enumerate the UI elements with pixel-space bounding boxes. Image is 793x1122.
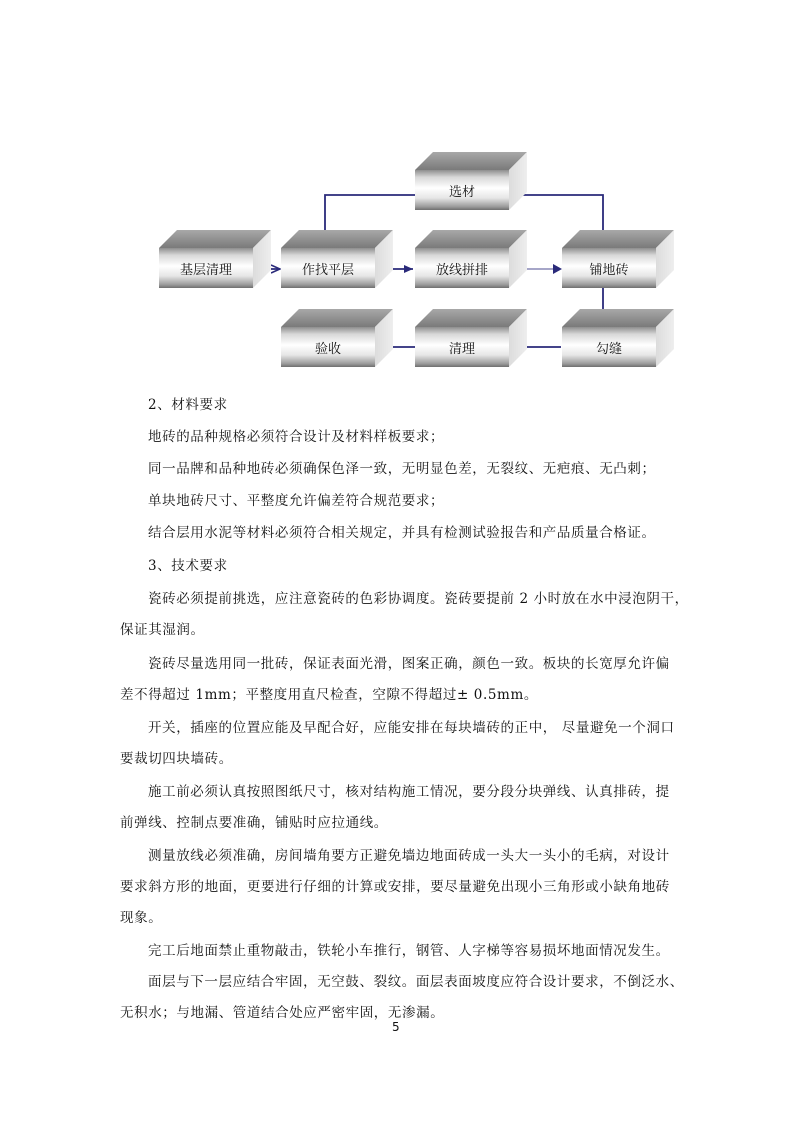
paragraph-line: 要求斜方形的地面，更要进行仔细的计算或安排，要尽量避免出现小三角形或小缺角地砖 bbox=[120, 879, 670, 895]
paragraph: 单块地砖尺寸、平整度允许偏差符合规范要求； bbox=[148, 493, 445, 509]
paragraph-line: 施工前必须认真按照图纸尺寸，核对结构施工情况，要分段分块弹线、认真排砖，提 bbox=[148, 784, 670, 800]
paragraph-line: 开关，插座的位置应能及早配合好，应能安排在每块墙砖的正中， 尽量避免一个洞口 bbox=[148, 720, 675, 736]
paragraph: 同一品牌和品种地砖必须确保色泽一致，无明显色差，无裂纹、无疤痕、无凸刺； bbox=[148, 461, 656, 477]
paragraph-line: 面层与下一层应结合牢固，无空鼓、裂纹。面层表面坡度应符合设计要求，不倒泛水、 bbox=[148, 974, 684, 990]
paragraph-line: 前弹线、控制点要准确，铺贴时应拉通线。 bbox=[120, 815, 388, 831]
step-select-materials bbox=[415, 152, 527, 210]
page-number: 5 bbox=[392, 1020, 400, 1034]
step-base-cleaning bbox=[159, 230, 271, 288]
step-label: 铺地砖 bbox=[562, 248, 656, 288]
step-leveling-layer bbox=[281, 230, 393, 288]
flow-connectors bbox=[0, 0, 793, 390]
section-heading-materials: 2、材料要求 bbox=[148, 397, 228, 413]
paragraph-line: 瓷砖尽量选用同一批砖，保证表面光滑，图案正确，颜色一致。板块的长宽厚允许偏 bbox=[148, 656, 670, 672]
paragraph: 结合层用水泥等材料必须符合相关规定，并具有检测试验报告和产品质量合格证。 bbox=[148, 525, 656, 541]
step-cleanup bbox=[415, 309, 527, 367]
paragraph-line: 现象。 bbox=[120, 910, 163, 926]
step-label: 勾缝 bbox=[562, 327, 656, 367]
paragraph-line: 差不得超过 1mm；平整度用直尺检查，空隙不得超过± 0.5mm。 bbox=[120, 687, 538, 703]
paragraph-line: 要裁切四块墙砖。 bbox=[120, 751, 233, 767]
process-flow-diagram bbox=[0, 0, 793, 390]
paragraph-line: 无积水；与地漏、管道结合处应严密牢固，无渗漏。 bbox=[120, 1005, 445, 1021]
step-grouting bbox=[562, 309, 674, 367]
step-label: 基层清理 bbox=[159, 248, 253, 288]
step-label: 清理 bbox=[415, 327, 509, 367]
paragraph: 完工后地面禁止重物敲击，铁轮小车推行，钢管、人字梯等容易损坏地面情况发生。 bbox=[148, 943, 670, 959]
section-heading-technical: 3、技术要求 bbox=[148, 558, 228, 574]
step-label: 放线拼排 bbox=[415, 248, 509, 288]
step-lay-tiles bbox=[562, 230, 674, 288]
paragraph: 地砖的品种规格必须符合设计及材料样板要求； bbox=[148, 429, 445, 445]
step-label: 选材 bbox=[415, 170, 509, 210]
step-label: 作找平层 bbox=[281, 248, 375, 288]
paragraph-line: 保证其湿润。 bbox=[120, 622, 205, 638]
paragraph-line: 测量放线必须准确，房间墙角要方正避免墙边地面砖成一头大一头小的毛病，对设计 bbox=[148, 848, 670, 864]
step-layout-lines bbox=[415, 230, 527, 288]
step-label: 验收 bbox=[281, 327, 375, 367]
step-acceptance bbox=[281, 309, 393, 367]
paragraph-line: 瓷砖必须提前挑选，应注意瓷砖的色彩协调度。瓷砖要提前 2 小时放在水中浸泡阴干， bbox=[148, 591, 689, 607]
